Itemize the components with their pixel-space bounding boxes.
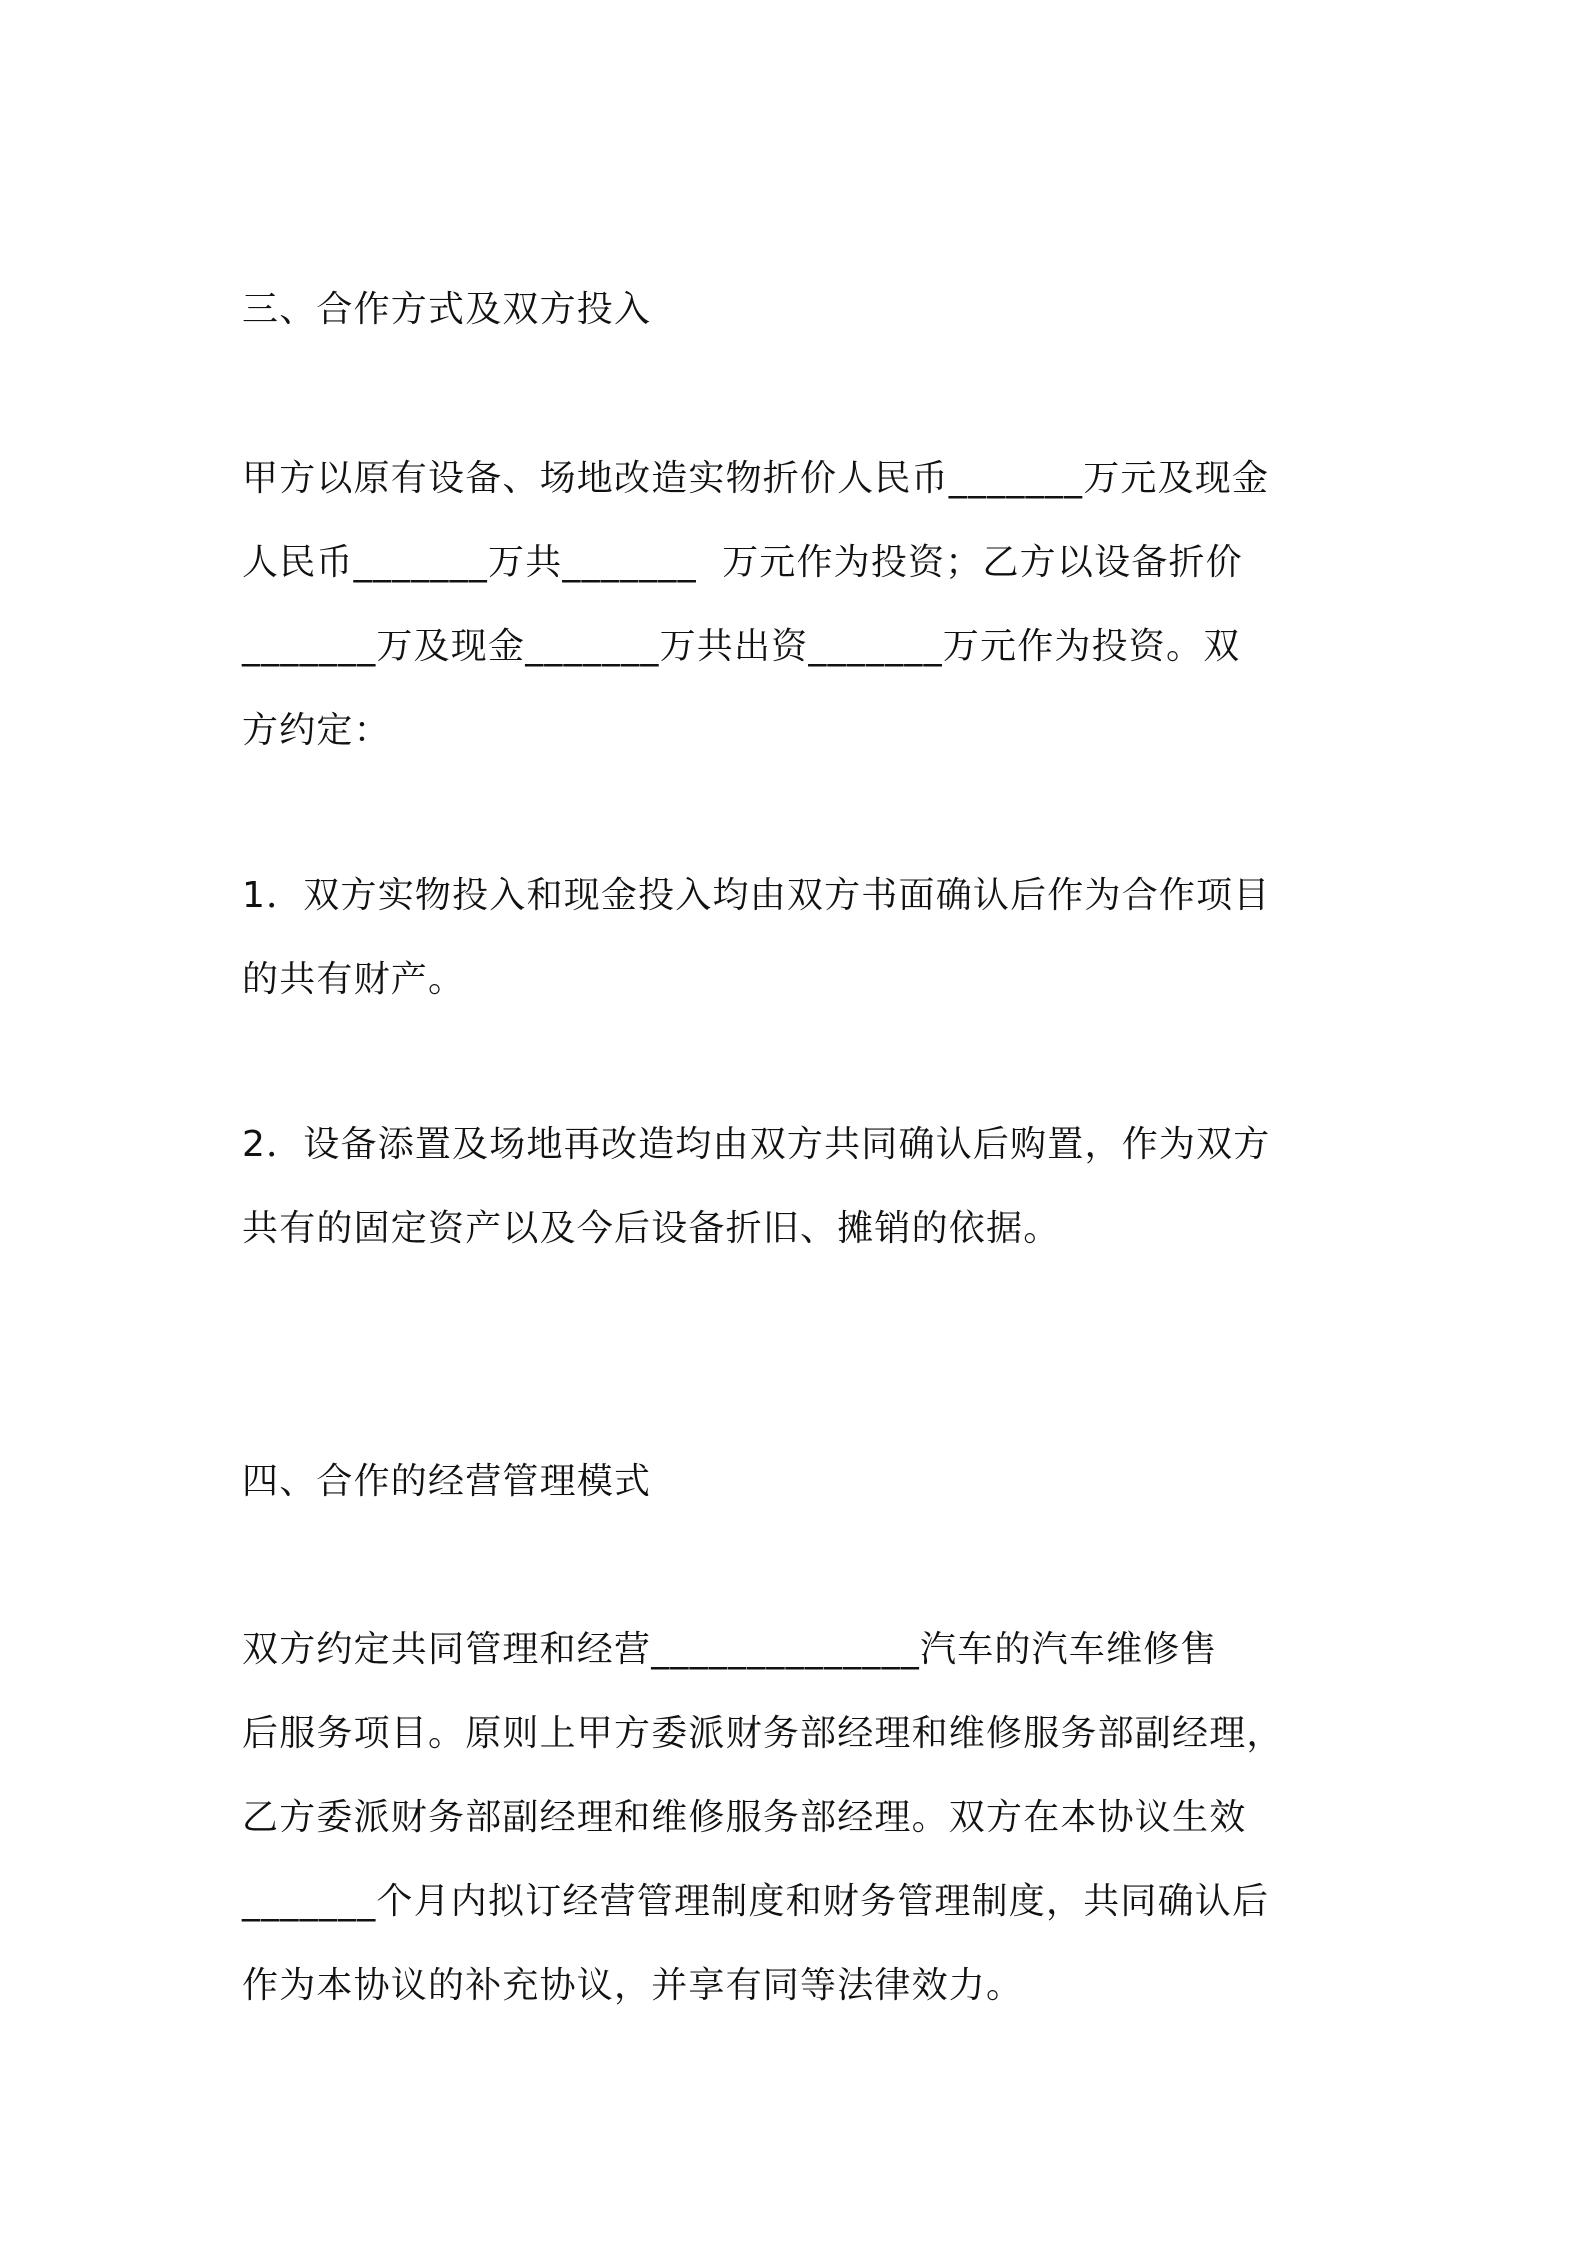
section-3-intro-line-2: 人民币_______万共_______ 万元作为投资；乙方以设备折价: [242, 542, 1243, 583]
section-3-item-2-line-2: 共有的固定资产以及今后设备折旧、摊销的依据。: [242, 1208, 1061, 1249]
section-3-intro-line-1: 甲方以原有设备、场地改造实物折价人民币_______万元及现金: [242, 458, 1270, 499]
section-3-item-2-line-1: 2．设备添置及场地再改造均由双方共同确认后购置，作为双方: [242, 1124, 1271, 1165]
section-3-item-1-line-1: 1．双方实物投入和现金投入均由双方书面确认后作为合作项目: [242, 875, 1271, 916]
section-4-body-line-4: _______个月内拟订经营管理制度和财务管理制度，共同确认后: [242, 1881, 1270, 1922]
section-3-item-1-line-2: 的共有财产。: [242, 959, 466, 1000]
section-4-body-line-1: 双方约定共同管理和经营______________汽车的汽车维修售: [242, 1629, 1218, 1670]
section-4-body-line-5: 作为本协议的补充协议，并享有同等法律效力。: [242, 1965, 1024, 2006]
section-4-body-line-3: 乙方委派财务部副经理和维修服务部经理。双方在本协议生效: [242, 1797, 1247, 1838]
section-4-heading: 四、合作的经营管理模式: [242, 1461, 652, 1502]
section-3-heading: 三、合作方式及双方投入: [242, 289, 652, 330]
section-3-intro-line-3: _______万及现金_______万共出资_______万元作为投资。双: [242, 626, 1241, 667]
section-3-intro-line-4: 方约定：: [242, 710, 391, 751]
section-4-body-line-2: 后服务项目。原则上甲方委派财务部经理和维修服务部副经理，: [242, 1713, 1284, 1754]
